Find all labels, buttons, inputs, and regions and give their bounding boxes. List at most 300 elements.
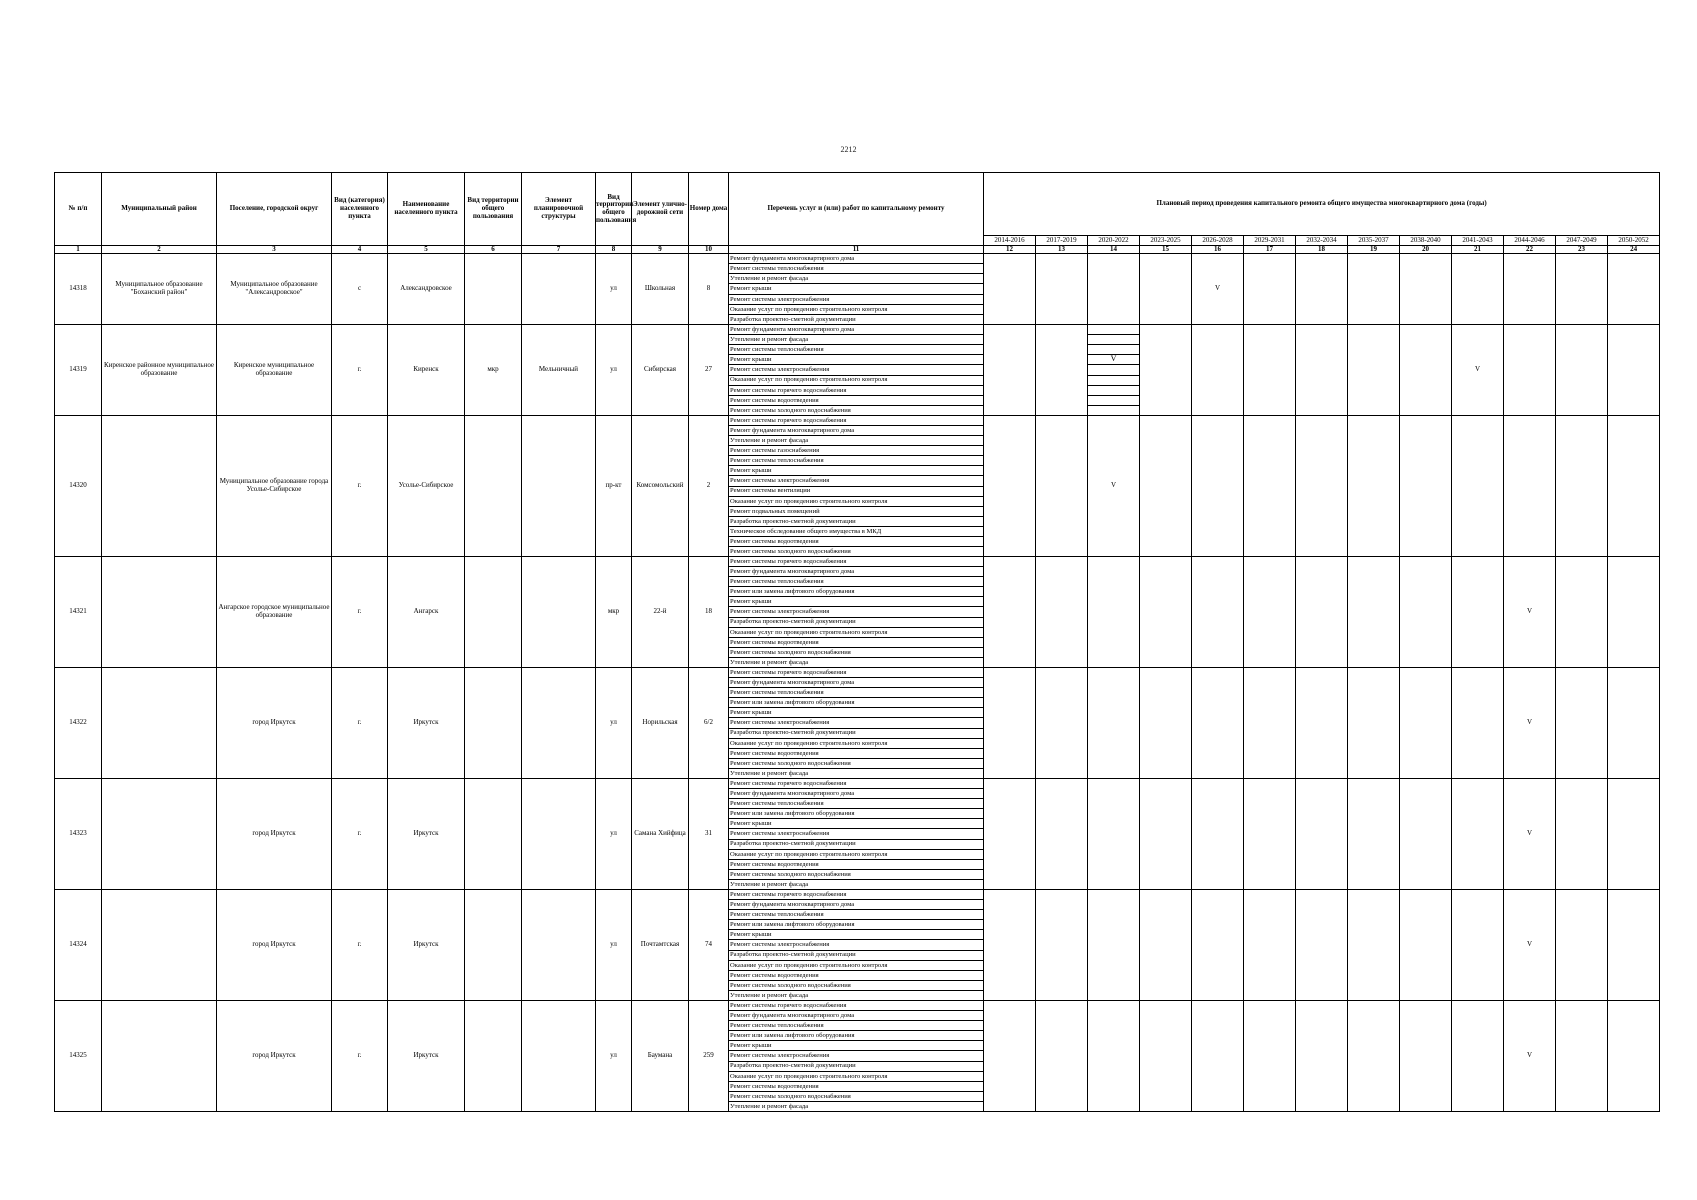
period-header: 2023-2025 [1140,236,1192,246]
period-mark [1192,557,1244,668]
work-item: Разработка проектно-сметной документации [730,315,856,323]
period-mark [1452,890,1504,1001]
work-item: Оказание услуг по проведению строительного контроля [729,1072,983,1082]
work-item: Ремонт фундамента многоквартирного дома [729,325,983,335]
street-cell: Норильская [632,668,689,779]
settlement-cell: Муниципальное образование "Александровское" [217,254,332,325]
work-item: Утепление и ремонт фасада [730,991,809,999]
period-header: 2026-2028 [1192,236,1244,246]
work-item: Утепление и ремонт фасада [730,1102,809,1110]
work-item: Оказание услуг по проведению строительного контроля [729,739,983,749]
house-number-cell: 2 [689,416,729,557]
work-item: Ремонт фундамента многоквартирного дома [729,789,983,799]
period-mark [1348,416,1400,557]
work-item: Ремонт системы холодного водоснабжения [730,406,851,414]
planning-element-cell [522,779,596,890]
works-cell [729,557,984,668]
period-mark [1296,325,1348,416]
period-mark: V [1504,1001,1556,1112]
territory-type-cell [465,557,522,668]
period-mark [1192,325,1244,416]
header-row [55,173,1660,236]
locality-name-cell: Киренск [388,325,465,416]
header-planning-element: Элемент планировочной структуры [522,173,596,246]
header-house: Номер дома [689,173,729,246]
column-number: 18 [1296,246,1348,254]
period-mark [1504,416,1556,557]
period-mark: V [1452,325,1504,416]
period-mark [1400,325,1452,416]
period-mark [1452,779,1504,890]
period-mark [1036,1001,1088,1112]
table-row [55,416,1660,557]
period-mark [1088,890,1140,1001]
works-cell [729,890,984,1001]
period-mark [1296,254,1348,325]
period-mark [1244,254,1296,325]
period-mark [1192,890,1244,1001]
territory-type-cell [465,890,522,1001]
street-cell: Баумана [632,1001,689,1112]
period-mark [1608,557,1660,668]
planning-element-cell [522,890,596,1001]
period-mark [1088,406,1139,415]
period-mark [1348,325,1400,416]
period-mark [1400,779,1452,890]
locality-type-cell: г. [332,779,388,890]
period-mark [1348,254,1400,325]
work-item: Ремонт подвальных помещений [729,507,983,517]
period-mark [984,1001,1036,1112]
works-cell [729,668,984,779]
planning-element-cell [522,557,596,668]
planning-element-cell: Мельничный [522,325,596,416]
period-mark [1452,557,1504,668]
period-mark [1036,779,1088,890]
work-item: Утепление и ремонт фасада [730,880,809,888]
work-item: Оказание услуг по проведению строительного контроля [729,305,983,315]
work-item: Ремонт системы теплоснабжения [729,264,983,274]
settlement-cell: город Иркутск [217,779,332,890]
period-header: 2044-2046 [1504,236,1556,246]
work-item: Утепление и ремонт фасада [730,658,809,666]
work-item: Ремонт системы теплоснабжения [729,456,983,466]
column-number: 6 [465,246,522,254]
work-item: Разработка проектно-сметной документации [729,729,983,739]
work-item: Ремонт крыши [729,930,983,940]
work-item: Ремонт системы водоотведения [729,860,983,870]
district-cell [102,890,217,1001]
period-mark [1140,668,1192,779]
column-number: 9 [632,246,689,254]
period-mark [1556,890,1608,1001]
column-number: 7 [522,246,596,254]
column-number: 20 [1400,246,1452,254]
street-cell: Самана Хийфица [632,779,689,890]
work-item: Ремонт системы холодного водоснабжения [730,547,851,555]
period-mark [1192,668,1244,779]
period-mark [984,668,1036,779]
work-item: Ремонт системы газоснабжения [729,446,983,456]
work-item: Ремонт системы электроснабжения [729,718,983,728]
period-mark [1088,386,1139,396]
row-number-cell: 14324 [55,890,102,1001]
work-item: Ремонт крыши [729,284,983,294]
period-mark [1452,1001,1504,1112]
column-number: 15 [1140,246,1192,254]
work-item: Ремонт системы теплоснабжения [729,688,983,698]
work-item: Ремонт системы горячего водоснабжения [729,416,983,426]
period-mark [1088,376,1139,386]
period-mark: V [1088,355,1139,365]
work-item: Ремонт крыши [729,355,983,365]
work-item: Техническое обследование общего имущества в МКД [729,527,983,537]
territory-type-cell [465,1001,522,1112]
period-header: 2047-2049 [1556,236,1608,246]
period-mark [1244,779,1296,890]
settlement-cell: Ангарское городское муниципальное образование [217,557,332,668]
district-cell [102,1001,217,1112]
work-item: Ремонт системы теплоснабжения [729,345,983,355]
work-item: Ремонт системы холодного водоснабжения [729,1092,983,1102]
column-number: 2 [102,246,217,254]
work-item: Оказание услуг по проведению строительного контроля [729,628,983,638]
work-item: Утепление и ремонт фасада [730,769,809,777]
period-mark [1244,325,1296,416]
work-item: Ремонт системы электроснабжения [729,829,983,839]
column-number: 5 [388,246,465,254]
column-number: 11 [729,246,984,254]
column-number: 16 [1192,246,1244,254]
work-item: Ремонт системы водоотведения [729,396,983,406]
works-cell [729,416,984,557]
locality-type-cell: с [332,254,388,325]
district-cell [102,779,217,890]
period-mark [1088,557,1140,668]
locality-type-cell: г. [332,557,388,668]
period-mark [1348,668,1400,779]
period-mark [1088,668,1140,779]
locality-name-cell: Иркутск [388,1001,465,1112]
period-mark [1088,325,1139,335]
work-item: Ремонт системы электроснабжения [729,1051,983,1061]
period-mark [1608,668,1660,779]
work-item: Ремонт системы электроснабжения [729,476,983,486]
period-mark [1036,668,1088,779]
district-cell: Муниципальное образование "Боханский район" [102,254,217,325]
period-mark [1348,1001,1400,1112]
period-mark [1140,1001,1192,1112]
header-locality-name: Наименование населенного пункта [388,173,465,246]
column-number: 8 [596,246,632,254]
period-mark [1140,325,1192,416]
locality-name-cell: Иркутск [388,779,465,890]
work-item: Ремонт крыши [729,597,983,607]
period-mark [1244,668,1296,779]
street-cell: Школьная [632,254,689,325]
row-number-cell: 14319 [55,325,102,416]
work-item: Оказание услуг по проведению строительного контроля [729,850,983,860]
table-row [55,254,1660,325]
column-number: 4 [332,246,388,254]
work-item: Оказание услуг по проведению строительного контроля [729,376,983,386]
table-row [55,1001,1660,1112]
period-mark [1452,254,1504,325]
period-mark [1296,1001,1348,1112]
column-number: 24 [1608,246,1660,254]
work-item: Ремонт системы водоотведения [729,638,983,648]
work-item: Ремонт системы теплоснабжения [729,1021,983,1031]
row-number-cell: 14322 [55,668,102,779]
territory-type-cell [465,668,522,779]
header-locality-type: Вид (категория) населенного пункта [332,173,388,246]
period-mark [1452,416,1504,557]
period-mark [1556,325,1608,416]
work-item: Утепление и ремонт фасада [729,274,983,284]
street-type-cell: мкр [596,557,632,668]
work-item: Разработка проектно-сметной документации [729,618,983,628]
period-mark [1140,254,1192,325]
row-number-cell: 14318 [55,254,102,325]
column-number: 1 [55,246,102,254]
row-number-cell: 14323 [55,779,102,890]
works-cell [729,779,984,890]
work-item: Разработка проектно-сметной документации [729,840,983,850]
column-number: 17 [1244,246,1296,254]
work-item: Ремонт крыши [729,1041,983,1051]
locality-type-cell: г. [332,325,388,416]
house-number-cell: 27 [689,325,729,416]
work-item: Ремонт системы водоотведения [729,537,983,547]
header-works: Перечень услуг и (или) работ по капитальному ремонту [729,173,984,246]
house-number-cell: 31 [689,779,729,890]
column-number: 3 [217,246,332,254]
territory-type-cell: мкр [465,325,522,416]
street-type-cell: ул [596,1001,632,1112]
row-number-cell: 14321 [55,557,102,668]
period-header: 2035-2037 [1348,236,1400,246]
period-mark [984,557,1036,668]
period-mark [1244,557,1296,668]
period-mark [984,890,1036,1001]
period-mark [1452,668,1504,779]
street-type-cell: ул [596,668,632,779]
settlement-cell: Киренское муниципальное образование [217,325,332,416]
house-number-cell: 6/2 [689,668,729,779]
street-type-cell: ул [596,254,632,325]
street-cell: Комсомольский [632,416,689,557]
period-mark: V [1504,557,1556,668]
locality-type-cell: г. [332,1001,388,1112]
work-item: Утепление и ремонт фасада [729,335,983,345]
work-item: Разработка проектно-сметной документации [729,517,983,527]
period-mark [1244,890,1296,1001]
work-item: Ремонт крыши [729,708,983,718]
work-item: Ремонт системы теплоснабжения [729,910,983,920]
street-cell: Почтамтская [632,890,689,1001]
capital-repair-plan-table [54,172,1660,1112]
period-mark [1400,254,1452,325]
planning-element-cell [522,1001,596,1112]
period-mark [1400,668,1452,779]
works-cell [729,325,984,416]
territory-type-cell [465,416,522,557]
street-type-cell: пр-кт [596,416,632,557]
period-header: 2038-2040 [1400,236,1452,246]
street-cell: Сибирская [632,325,689,416]
page-number: 2212 [840,145,857,154]
work-item: Ремонт фундамента многоквартирного дома [729,1011,983,1021]
work-item: Ремонт крыши [729,819,983,829]
work-item: Ремонт или замена лифтового оборудования [729,1031,983,1041]
settlement-cell: город Иркутск [217,890,332,1001]
period-mark [1088,254,1140,325]
period-mark [1244,416,1296,557]
period-mark [1088,1001,1140,1112]
work-item: Утепление и ремонт фасада [729,436,983,446]
district-cell [102,557,217,668]
period-mark [1608,890,1660,1001]
house-number-cell: 259 [689,1001,729,1112]
column-number: 22 [1504,246,1556,254]
work-item: Ремонт фундамента многоквартирного дома [729,678,983,688]
work-item: Ремонт системы горячего водоснабжения [729,1001,983,1011]
column-number: 19 [1348,246,1400,254]
period-header: 2029-2031 [1244,236,1296,246]
work-item: Ремонт системы водоотведения [729,971,983,981]
period-mark [1504,254,1556,325]
period-mark [1348,890,1400,1001]
work-item: Ремонт системы горячего водоснабжения [729,890,983,900]
period-mark [1036,890,1088,1001]
street-cell: 22-й [632,557,689,668]
work-item: Разработка проектно-сметной документации [729,951,983,961]
period-mark: V [1088,416,1140,557]
period-mark: V [1504,668,1556,779]
work-item: Ремонт системы электроснабжения [729,295,983,305]
header-district: Муниципальный район [102,173,217,246]
period-mark [1556,254,1608,325]
work-item: Оказание услуг по проведению строительного контроля [729,961,983,971]
header-public-territory: Вид территории общего пользования [596,173,632,246]
work-item: Ремонт системы вентиляции [729,487,983,497]
work-item: Ремонт или замена лифтового оборудования [729,809,983,819]
territory-type-cell [465,254,522,325]
period-mark: V [1504,779,1556,890]
period-mark [1140,779,1192,890]
header-territory-type: Вид территории общего пользования [465,173,522,246]
period-header: 2041-2043 [1452,236,1504,246]
work-item: Ремонт системы горячего водоснабжения [729,557,983,567]
period-mark [1036,557,1088,668]
work-item: Ремонт системы холодного водоснабжения [729,648,983,658]
period-mark: V [1504,890,1556,1001]
work-item: Ремонт системы холодного водоснабжения [729,759,983,769]
period-mark-stack [1088,325,1140,416]
period-mark [1556,557,1608,668]
locality-name-cell: Иркутск [388,668,465,779]
planning-element-cell [522,254,596,325]
period-mark [1608,416,1660,557]
district-cell [102,416,217,557]
period-mark [1556,1001,1608,1112]
work-item: Ремонт фундамента многоквартирного дома [729,567,983,577]
column-number: 14 [1088,246,1140,254]
period-mark [1608,254,1660,325]
work-item: Ремонт или замена лифтового оборудования [729,587,983,597]
header-street: Элемент улично-дорожной сети [632,173,689,246]
planning-element-cell [522,416,596,557]
period-mark [1608,779,1660,890]
period-mark [1088,396,1139,406]
period-mark [984,254,1036,325]
work-item: Ремонт системы электроснабжения [729,940,983,950]
period-mark [1608,1001,1660,1112]
work-item: Ремонт системы электроснабжения [729,365,983,375]
period-mark [1036,416,1088,557]
period-mark [1088,365,1139,375]
table-row [55,557,1660,668]
period-mark [1296,668,1348,779]
work-item: Ремонт системы теплоснабжения [729,577,983,587]
column-number: 23 [1556,246,1608,254]
locality-type-cell: г. [332,668,388,779]
period-mark [1140,557,1192,668]
period-mark [1036,325,1088,416]
period-header: 2017-2019 [1036,236,1088,246]
period-mark [1608,325,1660,416]
period-mark [1400,890,1452,1001]
period-mark [1192,1001,1244,1112]
territory-type-cell [465,779,522,890]
period-mark [1348,779,1400,890]
works-cell [729,1001,984,1112]
work-item: Разработка проектно-сметной документации [729,1062,983,1072]
settlement-cell: Муниципальное образование города Усолье-Сибирское [217,416,332,557]
period-mark [1036,254,1088,325]
work-item: Ремонт системы горячего водоснабжения [729,668,983,678]
period-mark [1192,779,1244,890]
period-mark [984,416,1036,557]
column-number: 12 [984,246,1036,254]
locality-name-cell: Иркутск [388,890,465,1001]
period-mark [1556,779,1608,890]
work-item: Ремонт крыши [729,466,983,476]
work-item: Ремонт системы горячего водоснабжения [729,386,983,396]
period-mark [1504,325,1556,416]
locality-type-cell: г. [332,890,388,1001]
period-mark [1244,1001,1296,1112]
period-mark [1400,1001,1452,1112]
work-item: Ремонт системы электроснабжения [729,607,983,617]
house-number-cell: 74 [689,890,729,1001]
column-number: 10 [689,246,729,254]
works-cell [729,254,984,325]
locality-name-cell: Александровское [388,254,465,325]
period-mark [1140,416,1192,557]
work-item: Ремонт системы водоотведения [729,749,983,759]
work-item: Ремонт фундамента многоквартирного дома [729,426,983,436]
header-period: Плановый период проведения капитального ремонта общего имущества многоквартирного дома (годы) [984,173,1660,236]
district-cell: Киренское районное муниципальное образование [102,325,217,416]
house-number-cell: 8 [689,254,729,325]
work-item: Ремонт фундамента многоквартирного дома [729,900,983,910]
period-mark [1400,557,1452,668]
settlement-cell: город Иркутск [217,668,332,779]
period-mark [1088,779,1140,890]
row-number-cell: 14325 [55,1001,102,1112]
table-row [55,890,1660,1001]
